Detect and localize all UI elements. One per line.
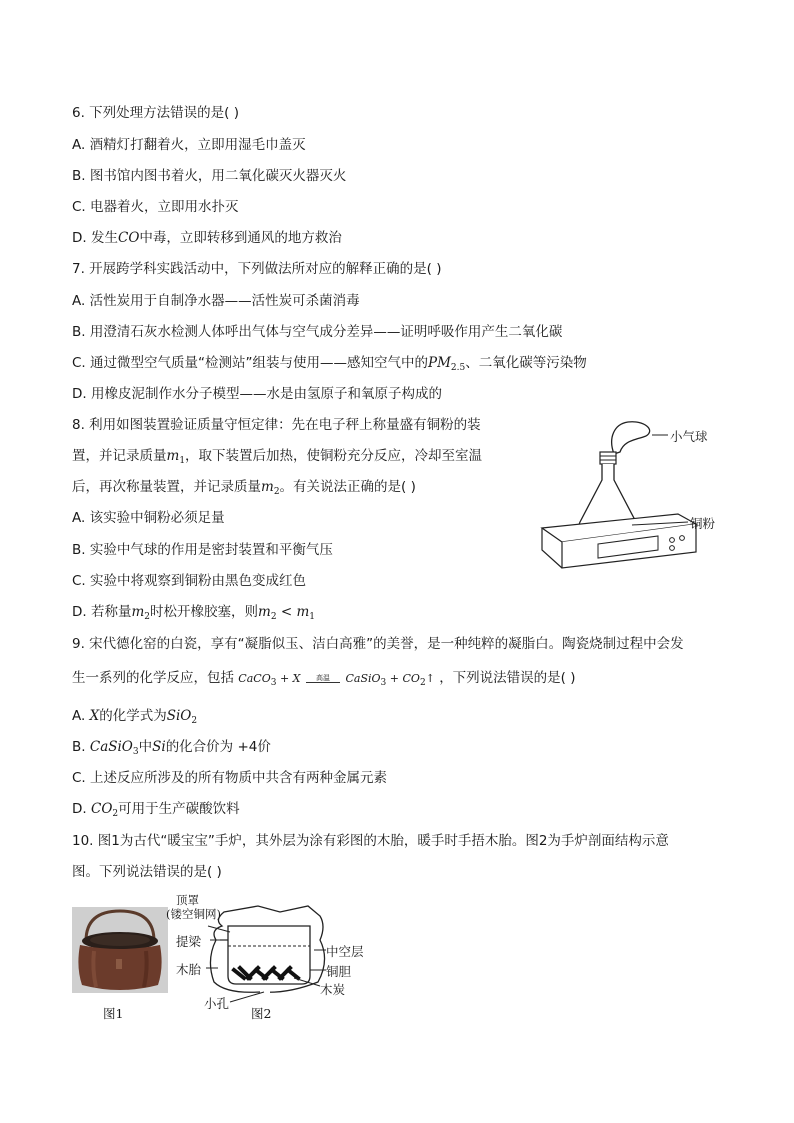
q7-option-b: B. 用澄清石灰水检测人体呼出气体与空气成分差异——证明呼吸作用产生二氧化碳: [72, 324, 563, 340]
q9-option-b: B. CaSiO$_3$中Si的化合价为 +4价: [72, 739, 271, 757]
label-handle-beam: 提梁: [176, 934, 202, 949]
label-balloon: 小气球: [670, 429, 708, 444]
chemical-equation: CaCO$_3$ + X 高温 CaSiO$_3$ + $CO_2↑$: [238, 672, 435, 688]
q9-option-a: A. X的化学式为SiO$_2$: [72, 708, 198, 726]
label-wood-body: 木胎: [176, 962, 202, 977]
q9-option-c: C. 上述反应所涉及的所有物质中共含有两种金属元素: [72, 770, 388, 786]
q6-option-c: C. 电器着火，立即用水扑灭: [72, 199, 239, 215]
figure-1-caption: 图1: [103, 1006, 124, 1021]
q8-stem-line2: 置，并记录质量$m_1$，取下装置后加热，使铜粉充分反应，冷却至室温: [72, 448, 483, 466]
q7-stem: 7. 开展跨学科实践活动中，下列做法所对应的解释正确的是( ): [72, 261, 442, 277]
q8-stem-line1: 8. 利用如图装置验证质量守恒定律：先在电子秤上称量盛有铜粉的装: [72, 417, 481, 433]
label-top-cover: 顶罩: [176, 893, 199, 907]
scale-flask-illustration: [528, 418, 728, 608]
figure-1-hand-warmer-photo: [72, 907, 168, 993]
q8-stem-line3: 后，再次称量装置，并记录质量$m_2$。有关说法正确的是( ): [72, 479, 416, 497]
q8-option-d: D. 若称量$m_2$时松开橡胶塞，则$m_2 < m_1$: [72, 604, 316, 622]
q6-option-b: B. 图书馆内图书着火，用二氧化碳灭火器灭火: [72, 168, 347, 184]
q9-stem-line1: 9. 宋代德化窑的白瓷，享有“凝脂似玉、洁白高雅”的美誉，是一种纯粹的凝脂白。陶瓷烧制过程中会发: [72, 636, 684, 652]
q8-option-c: C. 实验中将观察到铜粉由黑色变成红色: [72, 573, 307, 589]
q10-stem-line2: 图。下列说法错误的是( ): [72, 864, 222, 880]
q6-option-d: D. 发生CO中毒，立即转移到通风的地方救治: [72, 230, 342, 246]
label-charcoal: 木炭: [320, 982, 346, 997]
q10-stem-line1: 10. 图1为古代“暖宝宝”手炉，其外层为涂有彩图的木胎，暖手时手捂木胎。图2为手炉剖面结构示意: [72, 833, 669, 849]
q6-option-a: A. 酒精灯打翻着火，立即用湿毛巾盖灭: [72, 137, 306, 153]
reaction-condition: 高温: [304, 674, 342, 683]
q9-option-d: D. $CO_2$可用于生产碳酸饮料: [72, 801, 240, 819]
q7-option-a: A. 活性炭用于自制净水器——活性炭可杀菌消毒: [72, 293, 360, 309]
q8-option-a: A. 该实验中铜粉必须足量: [72, 510, 225, 526]
label-small-hole: 小孔: [204, 996, 230, 1011]
q7-option-d: D. 用橡皮泥制作水分子模型——水是由氢原子和氧原子构成的: [72, 386, 442, 402]
q8-option-b: B. 实验中气球的作用是密封装置和平衡气压: [72, 542, 333, 558]
q9-stem-line2: 生一系列的化学反应，包括 CaCO$_3$ + X 高温 CaSiO$_3$ + $CO_2↑$ ，下列说法错误的是( ): [72, 670, 576, 688]
label-top-cover-detail: (镂空铜网): [166, 907, 221, 921]
co-formula: CO: [117, 230, 140, 246]
label-copper-powder: 铜粉: [690, 516, 716, 531]
q8-apparatus-figure: [528, 418, 728, 608]
figure-2-caption: 图2: [251, 1006, 272, 1021]
label-copper-liner: 铜胆: [326, 964, 352, 979]
figure-2-cross-section: [166, 890, 380, 1022]
q6-stem: 6. 下列处理方法错误的是( ): [72, 105, 239, 121]
label-hollow-layer: 中空层: [326, 944, 364, 959]
q7-option-c: C. 通过微型空气质量“检测站”组装与使用——感知空气中的$PM_{2.5}$、二氧化碳等污染物: [72, 355, 587, 373]
